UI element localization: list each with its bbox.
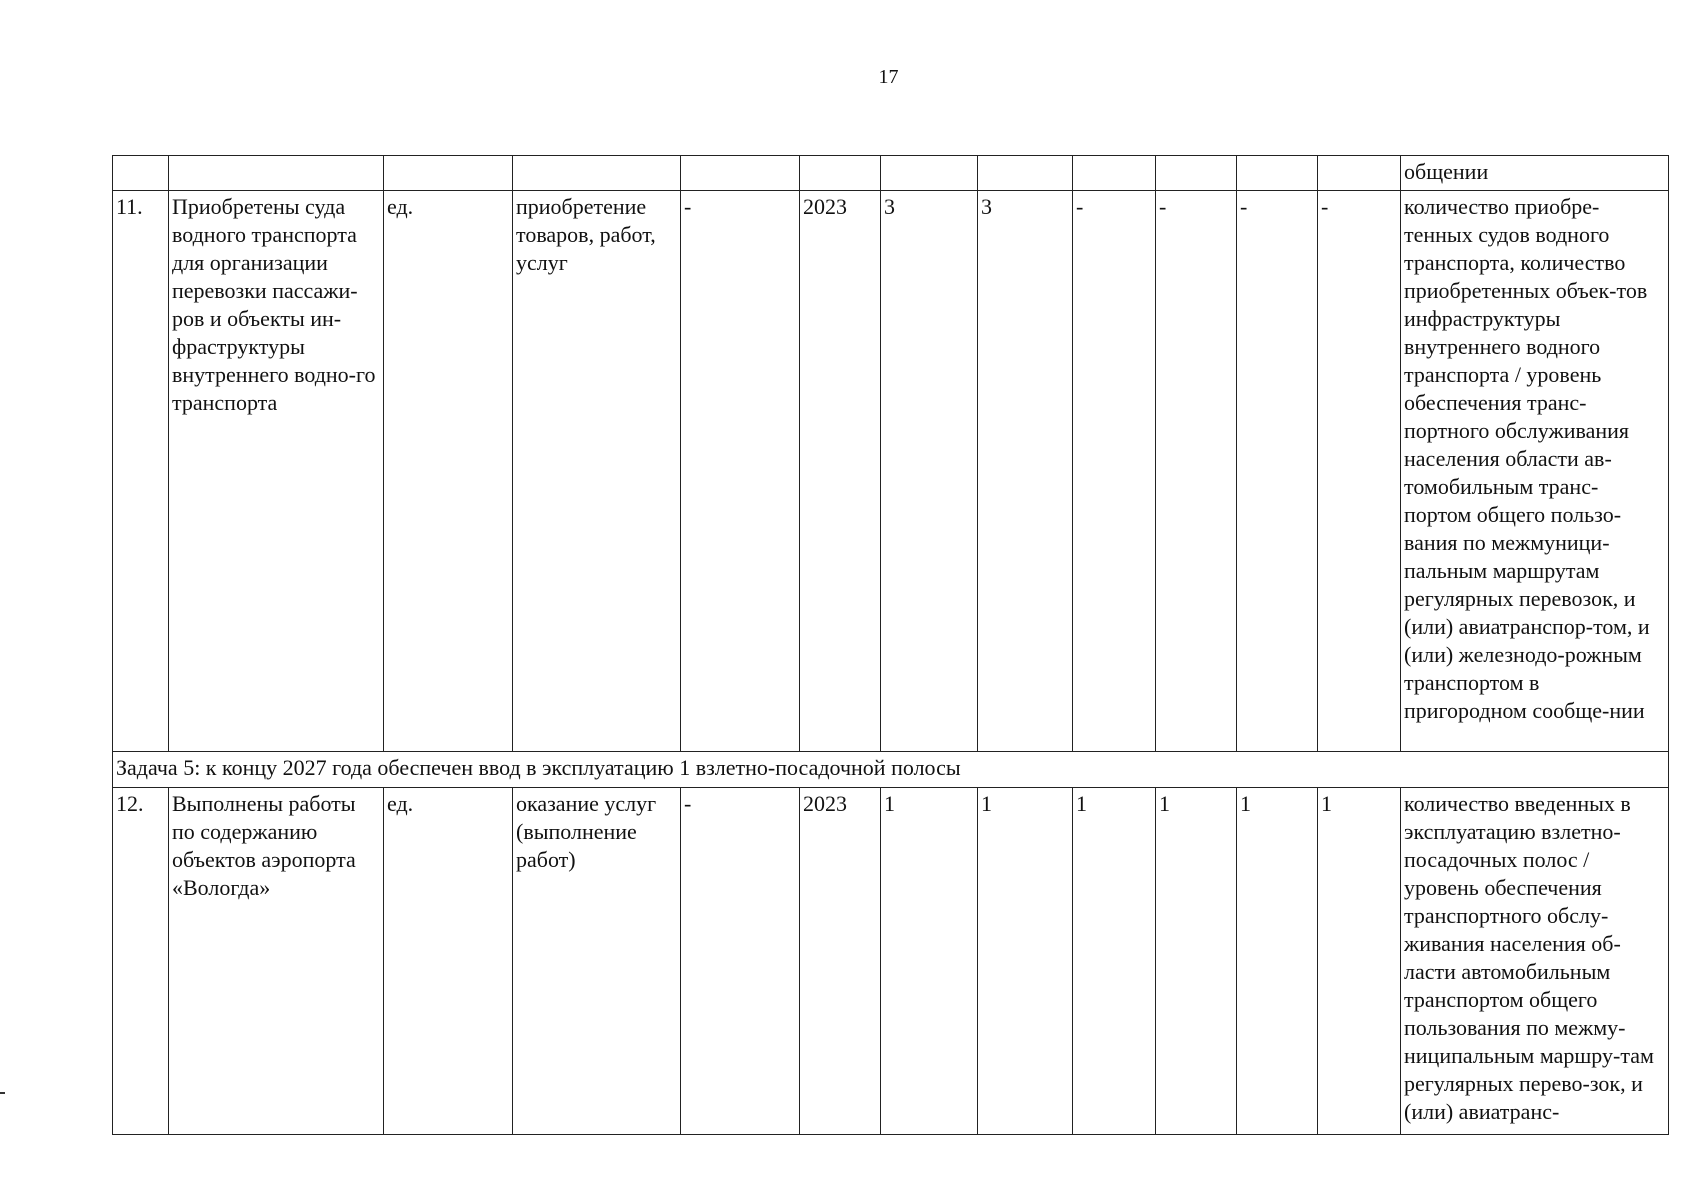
- value-1: 1: [881, 788, 978, 1135]
- table-cell: [169, 156, 384, 191]
- value-6: 1: [1318, 788, 1401, 1135]
- base-year: 2023: [800, 191, 881, 752]
- table-cell: [881, 156, 978, 191]
- value-5: -: [1237, 191, 1318, 752]
- value-2: 1: [978, 788, 1073, 1135]
- result-type: оказание услуг (выполнение работ): [513, 788, 681, 1135]
- value-5: 1: [1237, 788, 1318, 1135]
- result-name: Выполнены работы по содержанию объектов аэропорта «Вологда»: [169, 788, 384, 1135]
- table-cell: [513, 156, 681, 191]
- result-name: Приобретены суда водного транспорта для организации перевозки пассажи-ров и объекты ин-фраструктуры внутреннего водно-го транспорта: [169, 191, 384, 752]
- page-number: 17: [878, 66, 899, 88]
- indicators-table: [112, 155, 1669, 1135]
- base-value: -: [681, 191, 800, 752]
- value-6: -: [1318, 191, 1401, 752]
- table-cell: [681, 156, 800, 191]
- value-3: -: [1073, 191, 1156, 752]
- table-cell: [113, 156, 169, 191]
- result-type: приобретение товаров, работ, услуг: [513, 191, 681, 752]
- continuation-cell: общении: [1401, 156, 1669, 191]
- base-year: 2023: [800, 788, 881, 1135]
- table-cell: [1156, 156, 1237, 191]
- unit: ед.: [384, 191, 513, 752]
- value-4: -: [1156, 191, 1237, 752]
- row-number: 12.: [113, 788, 169, 1135]
- table-cell: [978, 156, 1073, 191]
- value-2: 3: [978, 191, 1073, 752]
- table-row: [113, 156, 1669, 191]
- value-1: 3: [881, 191, 978, 752]
- indicator-link: количество приобре-тенных судов водного транспорта, количество приобретенных объек-тов инфраструктуры внутреннего водного транспорта / уровень обеспечения транс-портного обслуживания населения области ав-томобильным транс-портом общего пользо-вания по межмуници-пальным маршрутам регулярных перевозок, и (или) авиатранспор-том, и (или) железнодо-рожным транспортом в пригородном сообще-нии: [1401, 191, 1669, 752]
- table-cell: [1318, 156, 1401, 191]
- margin-mark: [0, 1092, 5, 1094]
- table-row: [113, 788, 1669, 1135]
- table-row: [113, 752, 1669, 788]
- table-cell: [1073, 156, 1156, 191]
- row-number: 11.: [113, 191, 169, 752]
- value-4: 1: [1156, 788, 1237, 1135]
- unit: ед.: [384, 788, 513, 1135]
- table-cell: [1237, 156, 1318, 191]
- indicator-link: количество введенных в эксплуатацию взлетно-посадочных полос / уровень обеспечения транспортного обслу-живания населения об-ласти автомобильным транспортом общего пользования по межму-ниципальным маршру-там регулярных перево-зок, и (или) авиатранс-: [1401, 788, 1669, 1135]
- task-heading: Задача 5: к концу 2027 года обеспечен ввод в эксплуатацию 1 взлетно-посадочной полосы: [113, 752, 1669, 788]
- base-value: -: [681, 788, 800, 1135]
- table-cell: [800, 156, 881, 191]
- value-3: 1: [1073, 788, 1156, 1135]
- table-cell: [384, 156, 513, 191]
- table-row: [113, 191, 1669, 752]
